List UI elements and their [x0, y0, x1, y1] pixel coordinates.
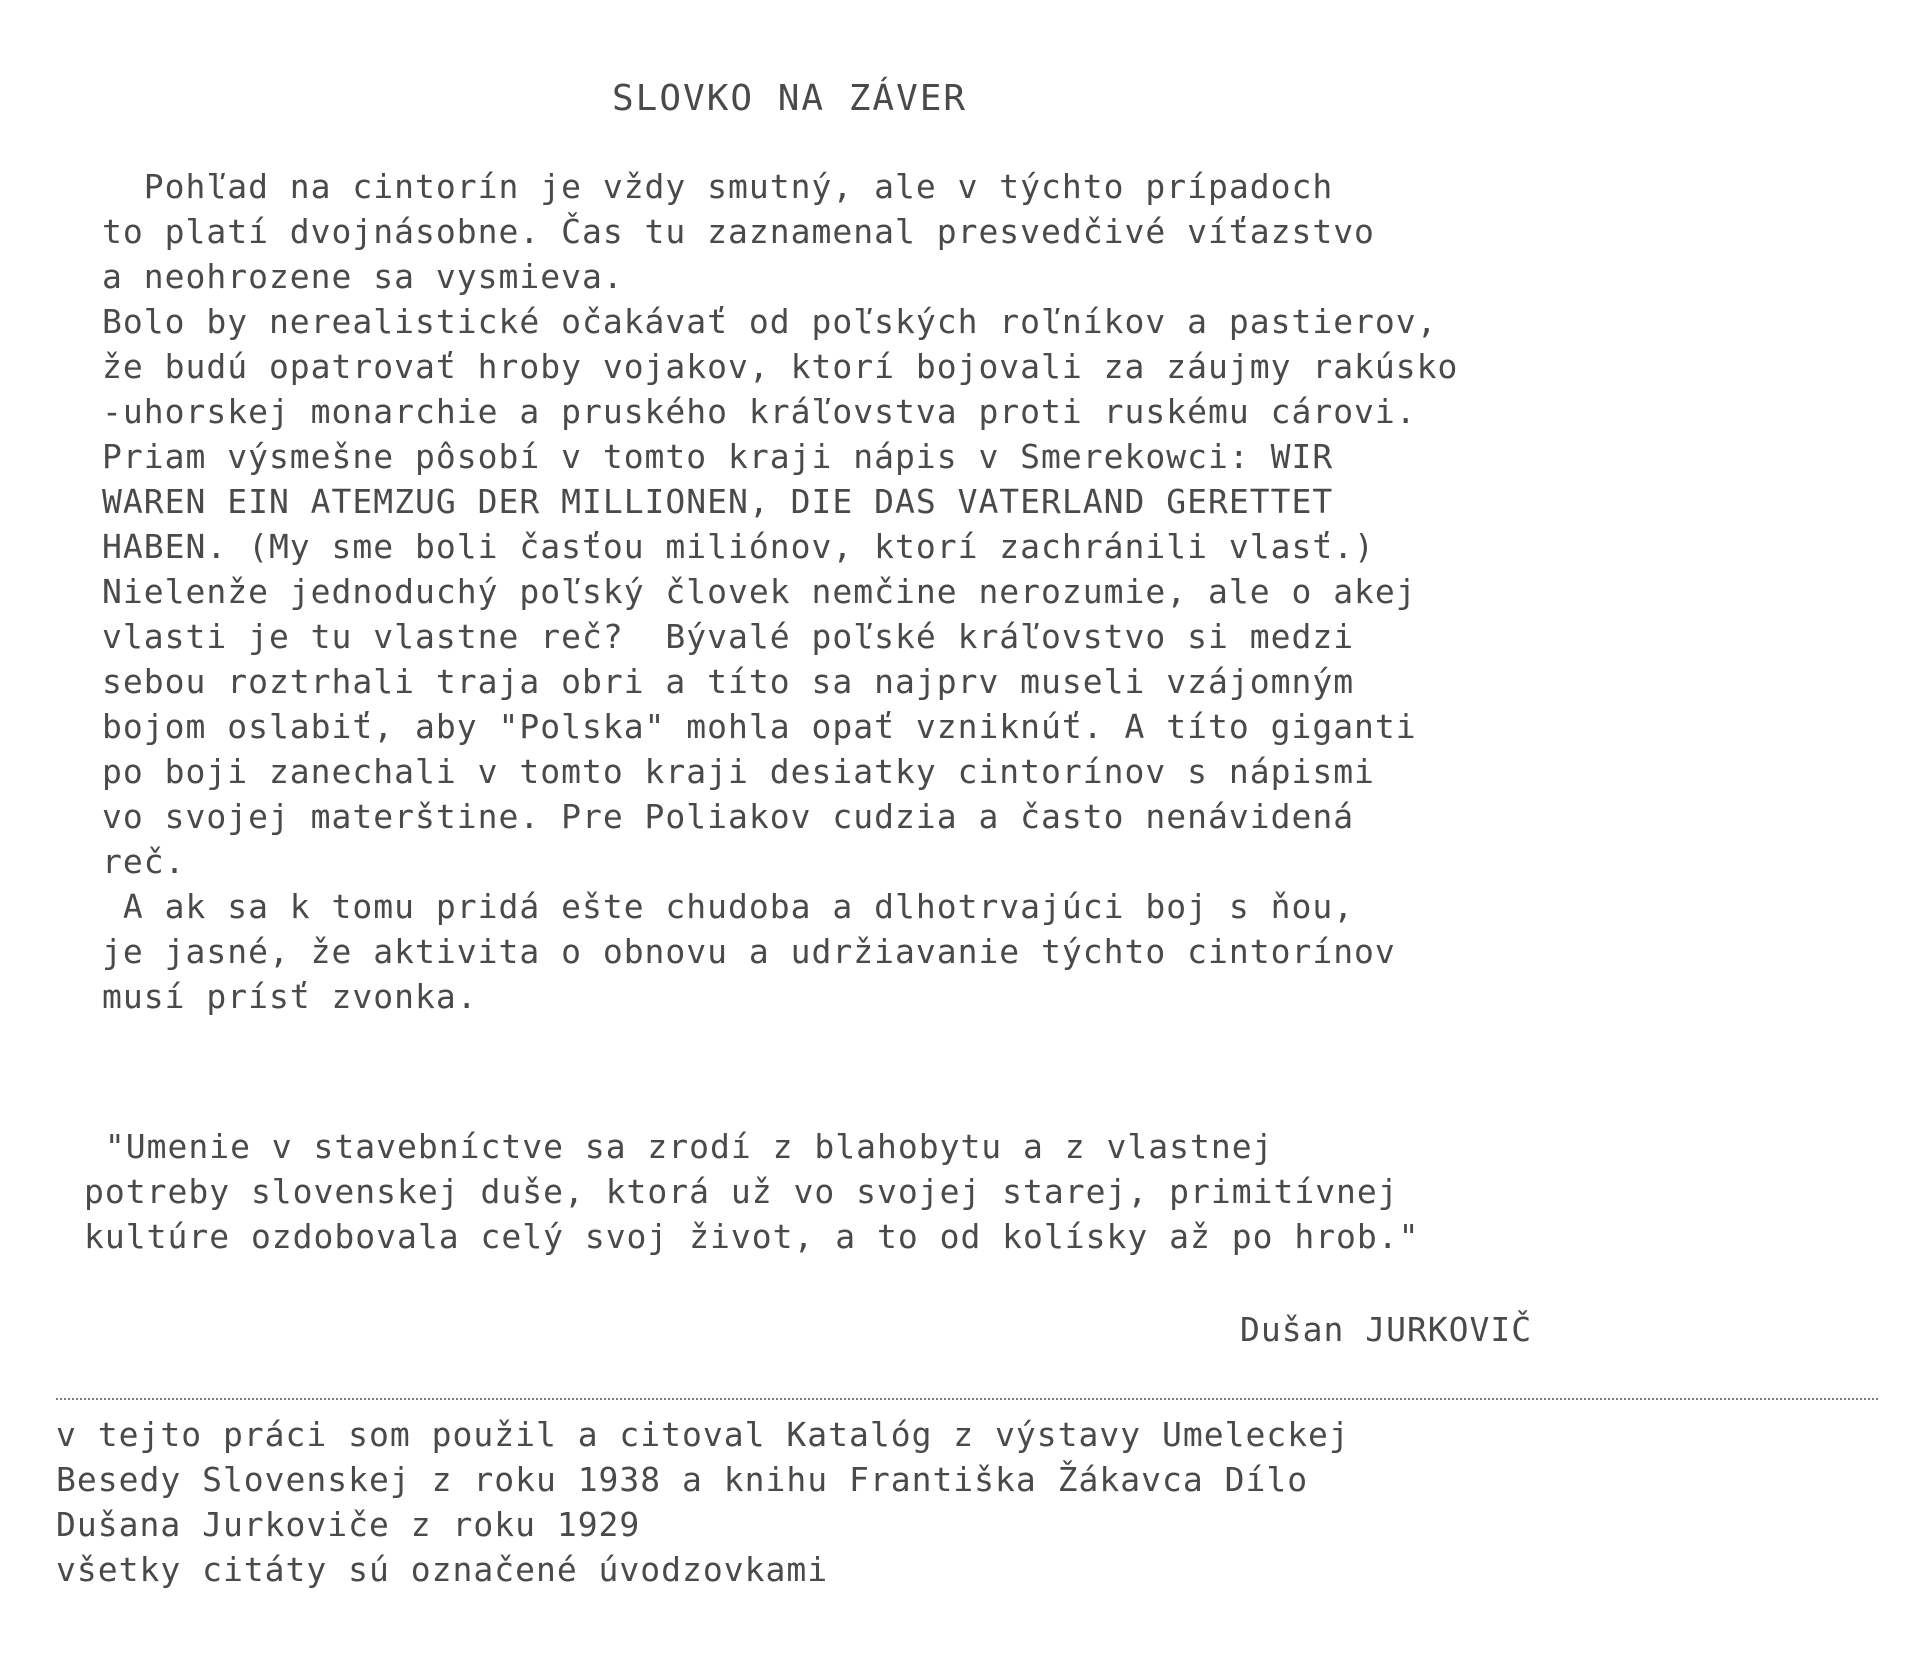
footnote-line: všetky citáty sú označené úvodzovkami	[56, 1550, 829, 1589]
body-line: že budú opatrovať hroby vojakov, ktorí bojovali za záujmy rakúsko	[102, 347, 1459, 386]
body-line: Pohľad na cintorín je vždy smutný, ale v týchto prípadoch	[102, 167, 1334, 206]
body-line: musí prísť zvonka.	[102, 977, 478, 1016]
body-line: A ak sa k tomu pridá ešte chudoba a dlhotrvajúci boj s ňou,	[102, 887, 1355, 926]
body-line: po boji zanechali v tomto kraji desiatky cintorínov s nápismi	[102, 752, 1375, 791]
quote-line: kultúre ozdobovala celý svoj život, a to od kolísky až po hrob."	[84, 1217, 1420, 1256]
body-line: bojom oslabiť, aby "Polska" mohla opať vzniknúť. A títo giganti	[102, 707, 1417, 746]
body-line: vlasti je tu vlastne reč? Bývalé poľské kráľovstvo si medzi	[102, 617, 1355, 656]
body-line: reč.	[102, 842, 186, 881]
body-line: Priam výsmešne pôsobí v tomto kraji nápis v Smerekowci: WIR	[102, 437, 1334, 476]
quote-line: "Umenie v stavebníctve sa zrodí z blahobytu a z vlastnej	[84, 1127, 1274, 1166]
body-line: Bolo by nerealistické očakávať od poľských roľníkov a pastierov,	[102, 302, 1438, 341]
body-line: a neohrozene sa vysmieva.	[102, 257, 624, 296]
body-line: je jasné, že aktivita o obnovu a udržiavanie týchto cintorínov	[102, 932, 1396, 971]
body-line: to platí dvojnásobne. Čas tu zaznamenal presvedčivé víťazstvo	[102, 212, 1375, 251]
quote-line: potreby slovenskej duše, ktorá už vo svojej starej, primitívnej	[84, 1172, 1399, 1211]
body-line: Nielenže jednoduchý poľský človek nemčine nerozumie, ale o akej	[102, 572, 1417, 611]
body-line: -uhorskej monarchie a pruského kráľovstva proti ruskému cárovi.	[102, 392, 1417, 431]
footnote-divider	[56, 1398, 1878, 1400]
footnote-line: v tejto práci som použil a citoval Katalóg z výstavy Umeleckej	[56, 1415, 1350, 1454]
page-title: SLOVKO NA ZÁVER	[612, 78, 968, 119]
body-line: HABEN. (My sme boli časťou miliónov, ktorí zachránili vlasť.)	[102, 527, 1375, 566]
body-line: vo svojej materštine. Pre Poliakov cudzia a často nenávidená	[102, 797, 1355, 836]
body-line: WAREN EIN ATEMZUG DER MILLIONEN, DIE DAS VATERLAND GERETTET	[102, 482, 1334, 521]
body-line: sebou roztrhali traja obri a títo sa najprv museli vzájomným	[102, 662, 1355, 701]
footnote-line: Dušana Jurkoviče z roku 1929	[56, 1505, 641, 1544]
quote-author: Dušan JURKOVIČ	[1240, 1310, 1533, 1349]
footnote-line: Besedy Slovenskej z roku 1938 a knihu Františka Žákavca Dílo	[56, 1460, 1309, 1499]
